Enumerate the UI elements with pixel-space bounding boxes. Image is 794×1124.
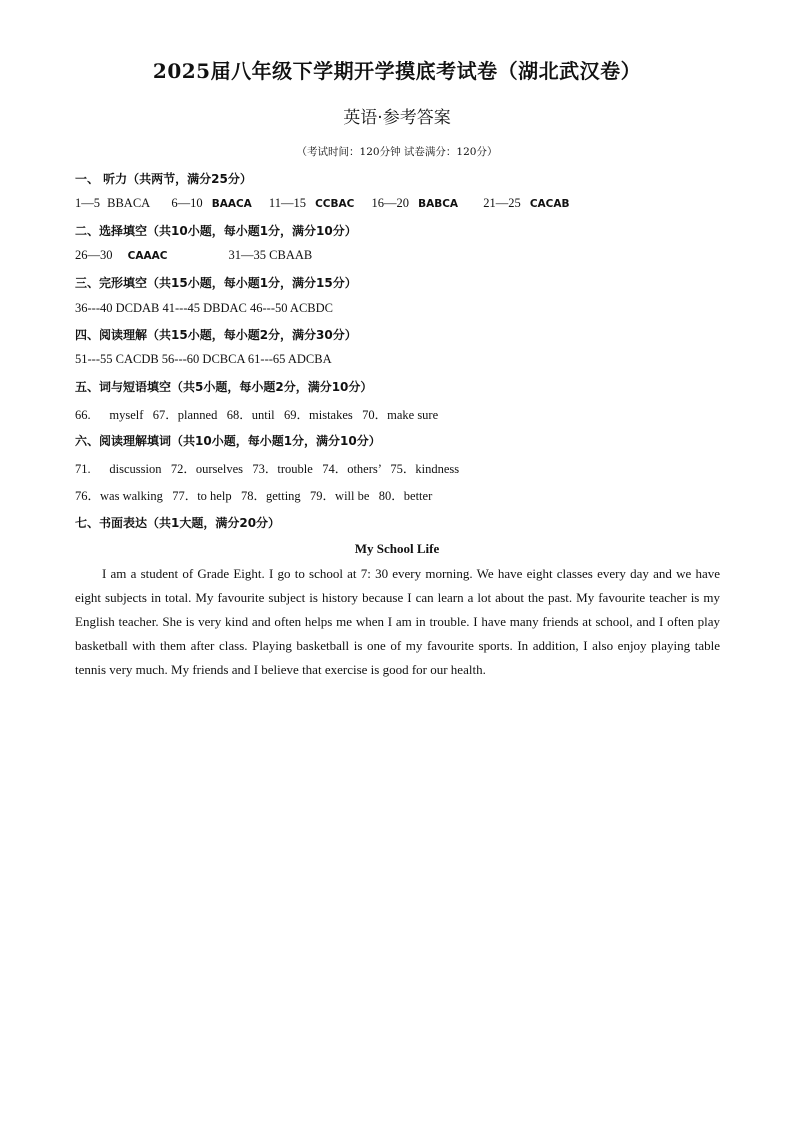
section-3-answers: 36---40 DCDAB 41---45 DBDAC 46---50 ACBDC	[75, 301, 333, 315]
s1-answer-2: BAACA	[211, 198, 252, 210]
s1-answer-5: CACAB	[529, 198, 570, 210]
s1-answer-3: CCBAC	[315, 198, 355, 210]
s2-range-1: 26—30	[75, 248, 113, 262]
section-6-answers-row-2: 76．was walking 77．to help 78．getting 79．will be 80．better	[75, 489, 433, 503]
page-subtitle: 英语·参考答案	[343, 108, 451, 128]
s1-answer-4: BABCA	[418, 198, 459, 210]
section-4-answers: 51---55 CACDB 56---60 DCBCA 61---65 ADCBA	[75, 352, 332, 366]
s1-range-5: 21—25	[483, 196, 521, 210]
essay-title: My School Life	[354, 541, 440, 556]
section-6-answers-row-1: 71. discussion 72．ourselves 73．trouble 74．others’ 75．kindness	[75, 462, 460, 476]
section-2-heading: 二、选择填空（共10小题，每小题1分，满分10分）	[75, 224, 357, 238]
s2-answer-2: 31—35 CBAAB	[228, 248, 313, 262]
s1-range-3: 11—15	[268, 196, 306, 210]
s1-answer-1: BBACA	[107, 196, 151, 210]
section-6-heading: 六、阅读理解填词（共10小题，每小题1分，满分10分）	[75, 434, 381, 448]
page-title: 2025届八年级下学期开学摸底考试卷（湖北武汉卷）	[152, 59, 642, 83]
exam-info: （考试时间：120分钟 试卷满分：120分）	[296, 146, 498, 158]
section-1-heading: 一、 听力（共两节，满分25分）	[75, 172, 252, 186]
s1-range-1: 1—5	[75, 196, 100, 210]
section-5-heading: 五、词与短语填空（共5小题，每小题2分，满分10分）	[75, 380, 373, 394]
essay-body: I am a student of Grade Eight. I go to school at 7: 30 every morning. We have eight classes every day and we have eight subjects in total. My favourite subject is history because I can learn a lot about the past. My favourite teacher is my English teacher. She is very kind and often helps me when I am in trouble. I have many friends at school, and I often play basketball with them after class. Playing basketball is one of my favourite sports. In addition, I also enjoy playing table tennis very much. My friends and I believe that exercise is good for our health.	[75, 566, 720, 677]
section-7-heading: 七、书面表达（共1大题，满分20分）	[75, 516, 281, 530]
section-1-answers	[75, 196, 569, 211]
section-3-heading: 三、完形填空（共15小题，每小题1分，满分15分）	[75, 276, 357, 290]
section-2-answers	[75, 248, 312, 263]
s1-range-2: 6—10	[171, 196, 203, 210]
section-5-answers: 66. myself 67．planned 68．until 69．mistakes 70．make sure	[75, 408, 439, 422]
s1-range-4: 16—20	[371, 196, 409, 210]
section-4-heading: 四、阅读理解（共15小题，每小题2分，满分30分）	[75, 328, 357, 342]
s2-answer-1: CAAAC	[127, 250, 168, 262]
